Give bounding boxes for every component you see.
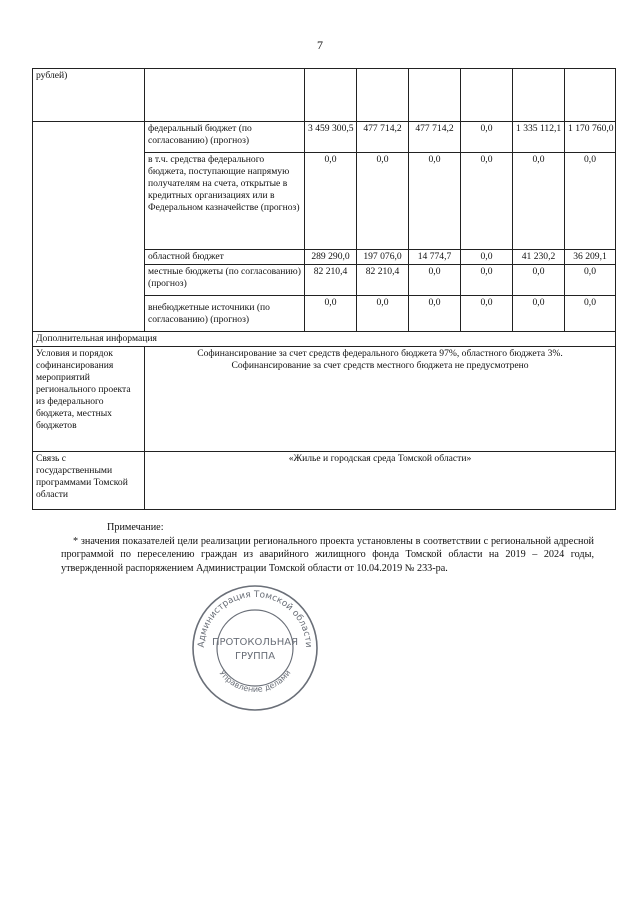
- budget-value: 0,0: [513, 265, 565, 296]
- budget-value: 0,0: [305, 296, 357, 332]
- budget-value: 0,0: [409, 265, 461, 296]
- budget-value: 0,0: [565, 265, 616, 296]
- budget-label: областной бюджет: [145, 250, 305, 265]
- stamp-center-line-2: ГРУППА: [234, 651, 276, 662]
- budget-value: 0,0: [565, 153, 616, 250]
- note-text: * значения показателей цели реализации регионального проекта установлены в соответствии с региональной адресной программой по переселению граждан из аварийного жилищного фонда Томской области на 2019 – 2024 годы, утвержденной распоряжением Администрации Томской области от 10.04.2019 № 233-ра.: [61, 535, 594, 574]
- header-row: [33, 69, 616, 122]
- budget-value: 1 170 760,0: [565, 122, 616, 153]
- budget-value: 0,0: [513, 153, 565, 250]
- footnote: [61, 521, 594, 575]
- budget-value: 289 290,0: [305, 250, 357, 265]
- note-title: Примечание:: [107, 522, 164, 533]
- budget-value: 0,0: [461, 265, 513, 296]
- budget-value: 0,0: [461, 122, 513, 153]
- programs-label: Связь с государственными программами Томской области: [33, 452, 145, 510]
- budget-value: 82 210,4: [357, 265, 409, 296]
- budget-label: местные бюджеты (по согласованию) (прогноз): [145, 265, 305, 296]
- stamp-outer-text: Администрация Томской области: [196, 589, 314, 648]
- budget-value: 0,0: [565, 296, 616, 332]
- programs-row: [33, 452, 616, 510]
- cofinancing-text: [145, 347, 616, 452]
- stamp-center-line-1: ПРОТОКОЛЬНАЯ: [211, 637, 299, 648]
- cofinancing-line-1: Софинансирование за счет средств федерального бюджета 97%, областного бюджета 3%.: [197, 348, 563, 359]
- budget-value: 0,0: [409, 296, 461, 332]
- budget-value: 41 230,2: [513, 250, 565, 265]
- financing-table: [32, 68, 616, 510]
- budget-value: 0,0: [357, 153, 409, 250]
- additional-info-heading: Дополнительная информация: [33, 332, 616, 347]
- budget-value: 0,0: [409, 153, 461, 250]
- budget-value: 3 459 300,5: [305, 122, 357, 153]
- programs-text: «Жилье и городская среда Томской области»: [145, 452, 616, 510]
- budget-value: 0,0: [461, 250, 513, 265]
- budget-row-federal: [33, 122, 616, 153]
- cofinancing-line-2: Софинансирование за счет средств местного бюджета не предусмотрено: [231, 360, 529, 371]
- additional-info-row: [33, 332, 616, 347]
- budget-value: 0,0: [305, 153, 357, 250]
- budget-value: 477 714,2: [357, 122, 409, 153]
- cofinancing-row: [33, 347, 616, 452]
- cofinancing-label: Условия и порядок софинансирования мероприятий регионального проекта из федерального бюджета, местных бюджетов: [33, 347, 145, 452]
- budget-value: 477 714,2: [409, 122, 461, 153]
- stamp-bottom-text: Управление делами: [217, 668, 293, 694]
- page-number: 7: [317, 38, 323, 52]
- budget-value: 197 076,0: [357, 250, 409, 265]
- budget-value: 0,0: [461, 153, 513, 250]
- budget-value: 1 335 112,1: [513, 122, 565, 153]
- budget-label: в т.ч. средства федерального бюджета, поступающие напрямую получателям на счета, открытые в кредитных организациях или в Федеральном казначействе (прогноз): [145, 153, 305, 250]
- budget-label: внебюджетные источники (по согласованию) (прогноз): [145, 296, 305, 332]
- budget-value: 36 209,1: [565, 250, 616, 265]
- budget-label: федеральный бюджет (по согласованию) (прогноз): [145, 122, 305, 153]
- top-left-cell: рублей): [33, 69, 145, 122]
- budget-value: 82 210,4: [305, 265, 357, 296]
- budget-value: 0,0: [513, 296, 565, 332]
- official-stamp: [190, 583, 320, 713]
- budget-value: 0,0: [461, 296, 513, 332]
- empty-merged-cell: [33, 122, 145, 332]
- budget-value: 0,0: [357, 296, 409, 332]
- budget-value: 14 774,7: [409, 250, 461, 265]
